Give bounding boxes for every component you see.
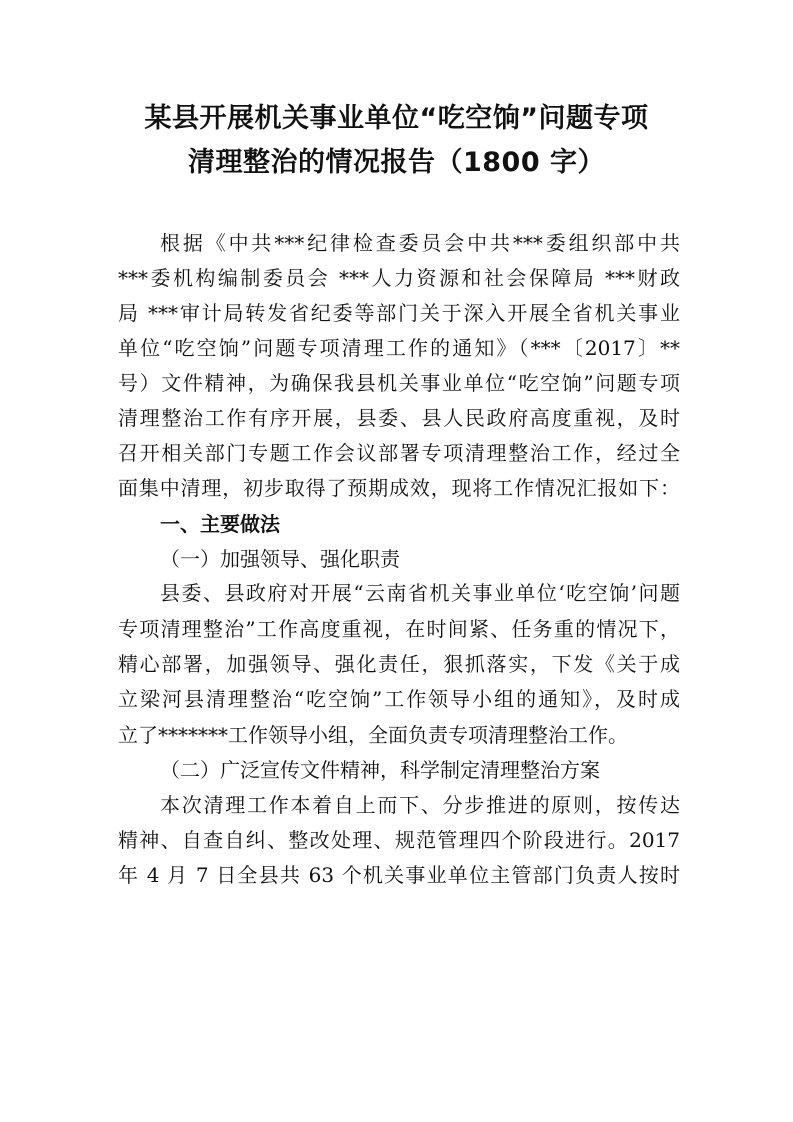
paragraph-line: 立了*******工作领导小组，全面负责专项清理整治工作。 <box>118 723 628 747</box>
document-title-line-2: 清理整治的情况报告（1800 字） <box>187 147 606 178</box>
paragraph-line: 本次清理工作本着自上而下、分步推进的原则，按传达 <box>160 793 680 817</box>
paragraph-line: 立梁河县清理整治“吃空饷”工作领导小组的通知》，及时成 <box>118 687 680 711</box>
paragraph-line: 局 ***审计局转发省纪委等部门关于深入开展全省机关事业 <box>118 301 680 325</box>
paragraph-line: 精神、自查自纠、整改处理、规范管理四个阶段进行。2017 <box>118 828 680 852</box>
paragraph-line: 清理整治工作有序开展，县委、县人民政府高度重视，及时 <box>118 406 680 430</box>
subsection-heading: （一）加强领导、强化职责 <box>160 547 400 571</box>
paragraph-line: 召开相关部门专题工作会议部署专项清理整治工作，经过全 <box>118 441 680 465</box>
paragraph-line: 号）文件精神，为确保我县机关事业单位“吃空饷”问题专项 <box>118 371 680 395</box>
paragraph-line: 单位“吃空饷”问题专项清理工作的通知》（***〔2017〕** <box>118 336 680 360</box>
paragraph-line: 根据《中共***纪律检查委员会中共***委组织部中共 <box>160 231 680 255</box>
paragraph-line: 年 4 月 7 日全县共 63 个机关事业单位主管部门负责人按时 <box>118 863 680 887</box>
subsection-heading: （二）广泛宣传文件精神，科学制定清理整治方案 <box>160 758 600 782</box>
document-title-line-1: 某县开展机关事业单位“吃空饷”问题专项 <box>144 103 649 134</box>
paragraph-line: 面集中清理，初步取得了预期成效，现将工作情况汇报如下： <box>118 476 680 500</box>
paragraph-line: ***委机构编制委员会 ***人力资源和社会保障局 ***财政 <box>118 266 680 290</box>
paragraph-line: 精心部署，加强领导、强化责任，狠抓落实，下发《关于成 <box>118 652 680 676</box>
section-heading: 一、主要做法 <box>160 512 280 536</box>
paragraph-line: 县委、县政府对开展“云南省机关事业单位‘吃空饷’问题 <box>160 581 680 605</box>
paragraph-line: 专项清理整治”工作高度重视，在时间紧、任务重的情况下， <box>118 617 680 641</box>
